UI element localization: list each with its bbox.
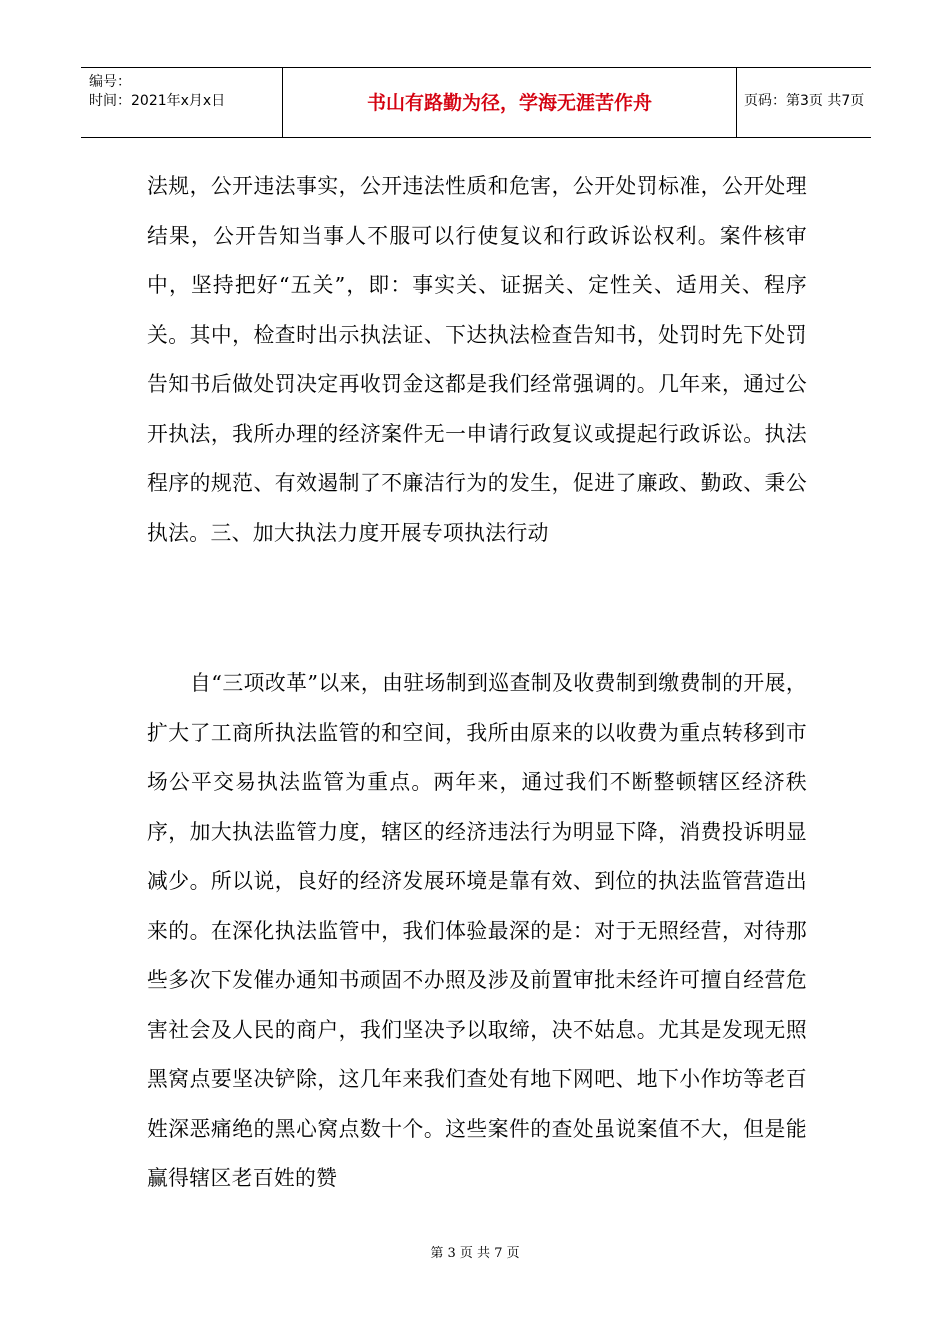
- header-info-cell: [81, 68, 283, 137]
- header-page-code: 页码：第3页 共7页: [744, 93, 865, 109]
- header-page-cell: [737, 68, 871, 137]
- page-footer-number: 第 3 页 共 7 页: [430, 1246, 520, 1261]
- page-header: [81, 67, 871, 138]
- header-motto: 书山有路勤为径，学海无涯苦作舟: [366, 92, 652, 114]
- document-time-label: 时间：2021年x月x日: [89, 93, 226, 109]
- header-motto-cell: [283, 68, 737, 137]
- body-paragraph-2: 自“三项改革”以来，由驻场制到巡查制及收费制到缴费制的开展，扩大了工商所执法监管的和空间，我所由原来的以收费为重点转移到市场公平交易执法监管为重点。两年来，通过我们不断整顿辖区经济秩序，加大执法监管力度，辖区的经济违法行为明显下降，消费投诉明显减少。所以说，良好的经济发展环境是靠有效、到位的执法监管营造出来的。在深化执法监管中，我们体验最深的是：对于无照经营，对待那些多次下发催办通知书顽固不办照及涉及前置审批未经许可擅自经营危害社会及人民的商户，我们坚决予以取缔，决不姑息。尤其是发现无照黑窝点要坚决铲除，这几年来我们查处有地下网吧、地下小作坊等老百姓深恶痛绝的黑心窝点数十个。这些案件的查处虽说案值不大，但是能赢得辖区老百姓的赞: [147, 671, 807, 1190]
- document-number-label: 编号：: [89, 74, 131, 90]
- body-paragraph-1: 法规，公开违法事实，公开违法性质和危害，公开处罚标准，公开处理结果，公开告知当事人不服可以行使复议和行政诉讼权利。案件核审中，坚持把好“五关”，即：事实关、证据关、定性关、适用关、程序关。其中，检查时出示执法证、下达执法检查告知书，处罚时先下处罚告知书后做处罚决定再收罚金这都是我们经常强调的。几年来，通过公开执法，我所办理的经济案件无一申请行政复议或提起行政诉讼。执法程序的规范、有效遏制了不廉洁行为的发生，促进了廉政、勤政、秉公执法。三、加大执法力度开展专项执法行动: [147, 174, 807, 545]
